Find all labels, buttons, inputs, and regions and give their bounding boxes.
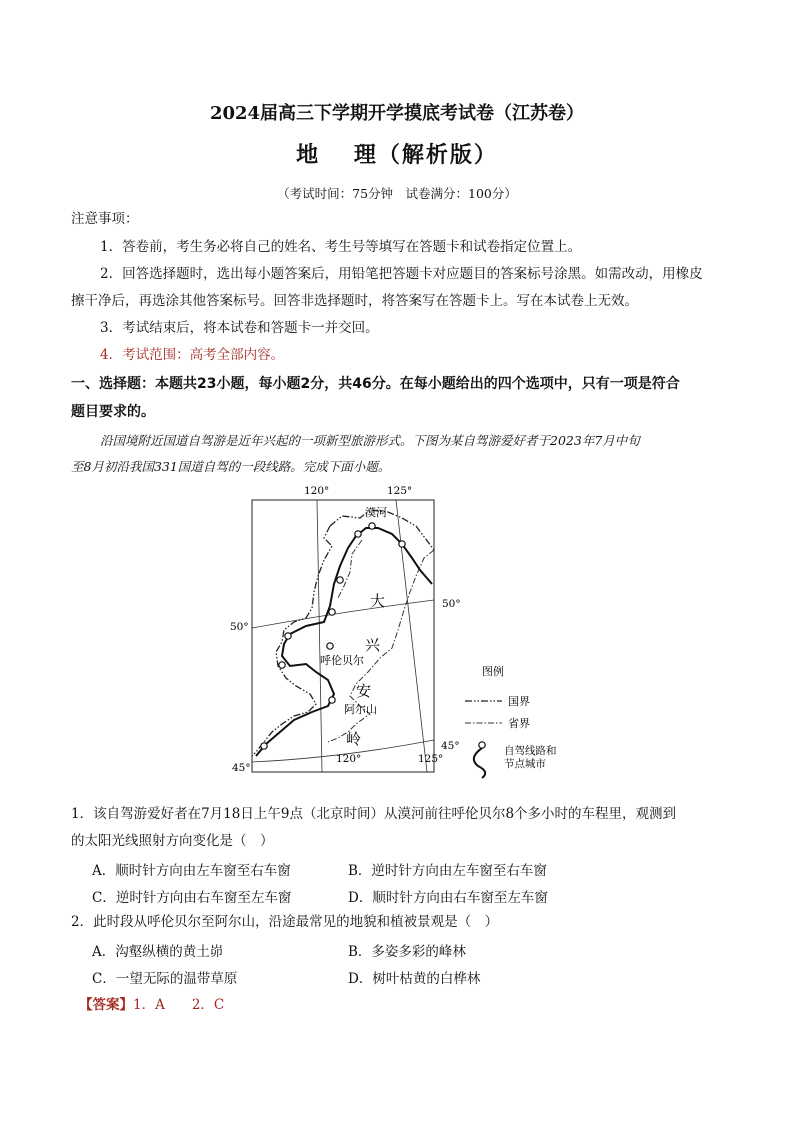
provincial-border-inner	[338, 540, 362, 598]
note-item-2-line-1: 2．回答选择题时，选出每小题答案后，用铅笔把答题卡对应题目的答案标号涂黑。如需改动，用橡皮	[100, 266, 703, 282]
route-node	[329, 697, 335, 703]
q1-option-a: A．顺时针方向由左车窗至右车窗	[92, 863, 291, 879]
note-item-1: 1．答卷前，考生务必将自己的姓名、考生号等填写在答题卡和试卷指定位置上。	[100, 239, 582, 255]
intro-line-1: 沿国境附近国道自驾游是近年兴起的一项新型旅游形式。下图为某自驾游爱好者于2023年7月中旬	[100, 433, 640, 448]
route-node	[329, 609, 335, 615]
route-node	[337, 577, 343, 583]
route-node	[285, 633, 291, 639]
note-item-3: 3．考试结束后，将本试卷和答题卡一并交回。	[100, 320, 379, 336]
label-city-mohe: 漠河	[365, 506, 387, 519]
map-frame	[252, 500, 434, 772]
notes-heading: 注意事项：	[71, 211, 139, 227]
drive-route	[256, 528, 432, 756]
legend-provincial-border: 省界	[508, 717, 530, 730]
legend-route-line-2: 节点城市	[504, 758, 546, 770]
answer-tag: 【答案】	[79, 997, 133, 1013]
route-node	[399, 541, 405, 547]
label-city-hulunbuir: 呼伦贝尔	[320, 654, 364, 667]
label-lat-45-left: 45°	[232, 762, 251, 774]
q1-option-b: B．逆时针方向由左车窗至右车窗	[348, 863, 547, 879]
q2-option-b: B．多姿多彩的峰林	[348, 944, 466, 960]
label-lon-125-top: 125°	[387, 485, 413, 497]
label-range-char-3: 安	[356, 682, 372, 700]
q1-stem-line-1: 1．该自驾游爱好者在7月18日上午9点（北京时间）从漠河前往呼伦贝尔8个多小时的车程里，观测到	[71, 806, 677, 822]
exam-meta: （考试时间：75分钟 试卷满分：100分）	[277, 186, 517, 201]
note-item-4: 4．考试范围：高考全部内容。	[100, 347, 285, 363]
route-node	[355, 531, 361, 537]
route-node	[279, 662, 285, 668]
subject-title: 地 理（解析版）	[296, 143, 498, 168]
note-item-2-line-2: 擦干净后，再选涂其他答案标号。回答非选择题时，将答案写在答题卡上。写在本试卷上无效。	[71, 293, 638, 309]
label-lon-125-bottom: 125°	[418, 753, 444, 765]
map-legend	[465, 664, 557, 778]
parallel-50	[252, 600, 434, 628]
answer-line	[79, 993, 224, 1013]
q2-option-d: D．树叶枯黄的白桦林	[348, 971, 481, 987]
label-range-char-1: 大	[370, 592, 386, 610]
document-title: 2024届高三下学期开学摸底考试卷（江苏卷）	[209, 103, 585, 124]
label-lat-50-left: 50°	[230, 621, 249, 633]
meridian-120	[317, 500, 322, 772]
route-node-mohe	[369, 523, 375, 529]
label-range-char-4: 岭	[346, 730, 362, 748]
section-header-line-1: 一、选择题：本题共23小题，每小题2分，共46分。在每小题给出的四个选项中，只有一项是符合	[71, 376, 680, 392]
section-header-line-2: 题目要求的。	[71, 404, 155, 420]
q2-option-c: C．一望无际的温带草原	[92, 971, 238, 987]
label-lat-50-right: 50°	[442, 598, 461, 610]
legend-title: 图例	[482, 665, 504, 678]
label-lon-120-bottom: 120°	[336, 753, 362, 765]
answer-value: 1．A 2．C	[133, 997, 225, 1013]
label-lat-45-right: 45°	[441, 740, 460, 752]
label-range-char-2: 兴	[365, 636, 381, 654]
legend-node-symbol	[479, 742, 485, 748]
label-city-arxan: 阿尔山	[344, 703, 377, 716]
legend-route-symbol	[474, 748, 485, 778]
route-node-hulunbuir	[327, 643, 333, 649]
legend-national-border: 国界	[508, 695, 530, 708]
route-node	[261, 743, 267, 749]
label-lon-120-top: 120°	[304, 485, 330, 497]
q2-option-a: A．沟壑纵横的黄土峁	[92, 944, 224, 960]
q1-option-c: C．逆时针方向由右车窗至左车窗	[92, 890, 292, 906]
legend-route-line-1: 自驾线路和	[504, 745, 557, 757]
intro-line-2: 至8月初沿我国331国道自驾的一段线路。完成下面小题。	[71, 459, 391, 474]
q1-option-d: D．顺时针方向由右车窗至左车窗	[348, 890, 548, 906]
q2-stem: 2．此时段从呼伦贝尔至阿尔山，沿途最常见的地貌和植被景观是（ ）	[71, 914, 499, 930]
q1-stem-line-2: 的太阳光线照射方向变化是（ ）	[71, 833, 274, 849]
route-map	[220, 480, 580, 782]
